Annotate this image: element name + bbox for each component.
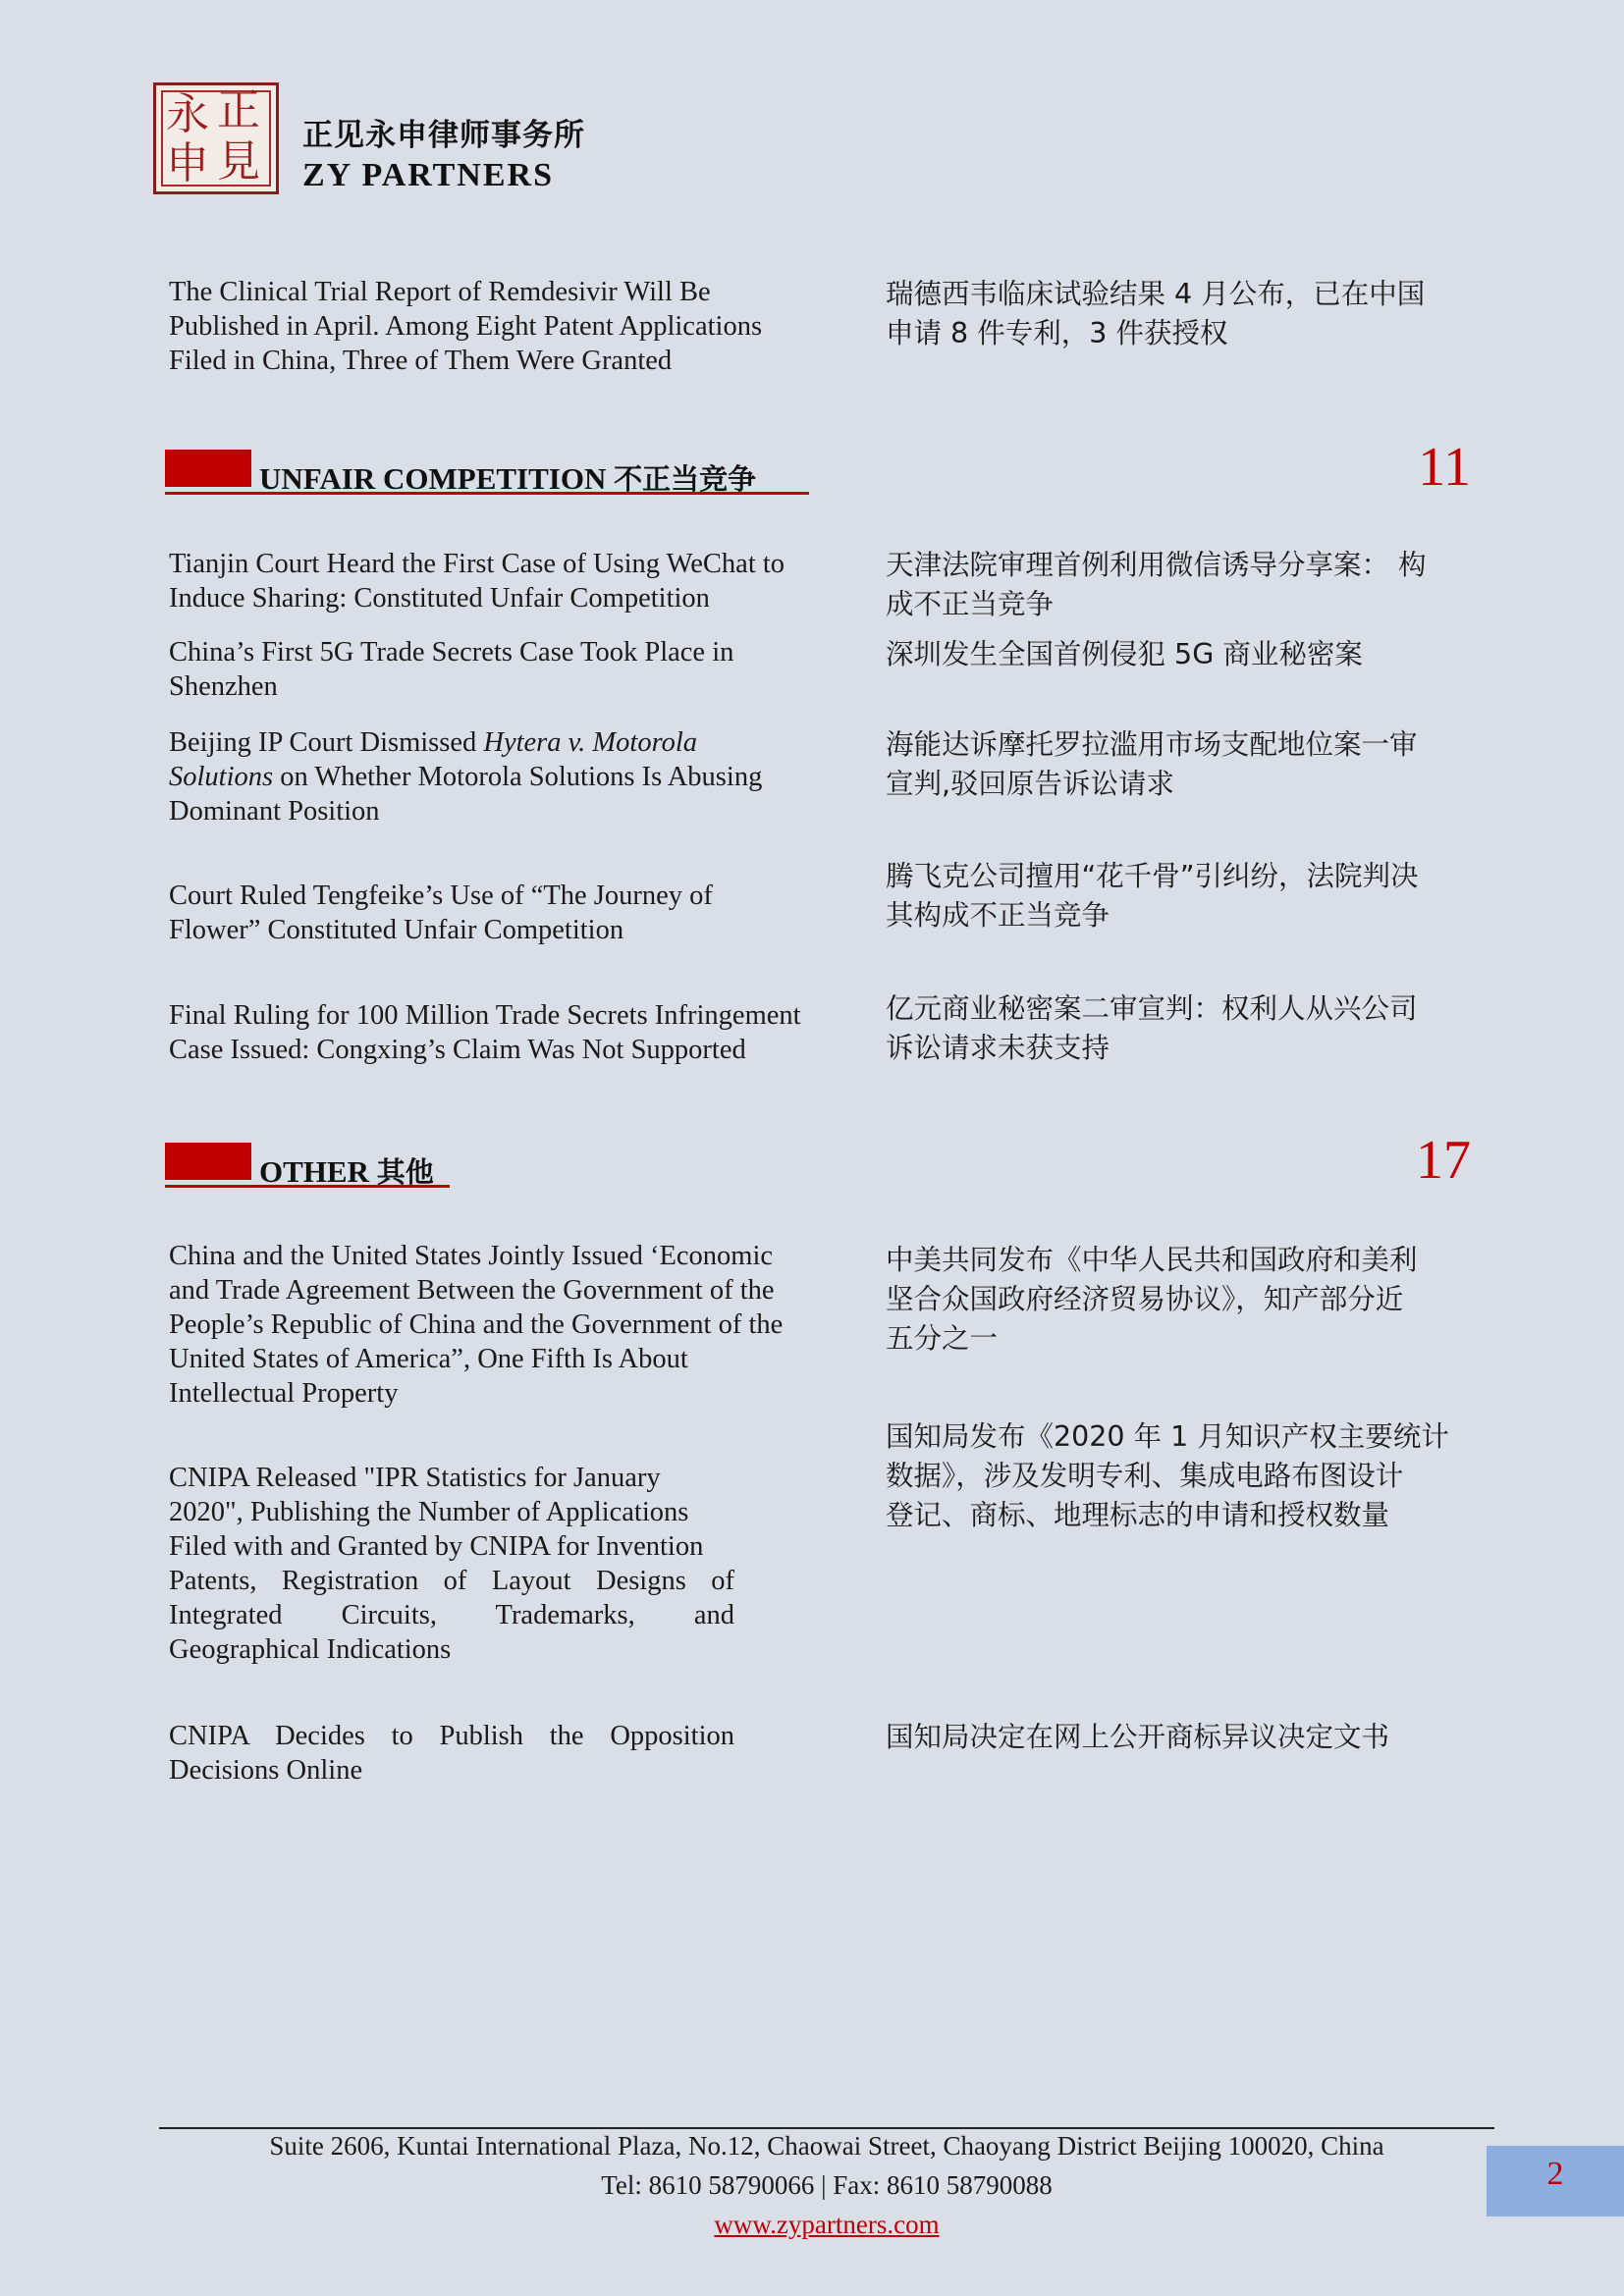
footer-contact: Tel: 8610 58790066 | Fax: 8610 58790088 — [601, 2170, 1053, 2200]
section-title-unfair-competition: UNFAIR COMPETITION 不正当竞争 — [259, 461, 757, 496]
footer-address: Suite 2606, Kuntai International Plaza, No.12, Chaowai Street, Chaoyang District Beijing 100020, China — [269, 2131, 1384, 2161]
seal-char: 申 — [166, 138, 209, 188]
section-page-number: 17 — [1416, 1130, 1471, 1191]
article-title-en[interactable]: Beijing IP Court Dismissed Hytera v. Motorola Solutions on Whether Motorola Solutions Is Abusing Dominant Position — [169, 727, 763, 827]
firm-seal-logo — [153, 82, 279, 194]
article-title-cn[interactable]: 亿元商业秘密案二审宣判：权利人从兴公司 诉讼请求未获支持 — [886, 992, 1418, 1064]
article-title-en[interactable]: CNIPA Decides to Publish the Opposition Decisions Online — [169, 1721, 734, 1786]
article-title-cn[interactable]: 中美共同发布《中华人民共和国政府和美利 坚合众国政府经济贸易协议》，知产部分近 五分之一 — [886, 1244, 1418, 1355]
seal-char: 永 — [166, 89, 209, 139]
article-title-en[interactable]: China and the United States Jointly Issued ‘Economic and Trade Agreement Between the Government of the People’s Republic of China and the Government of the United States of America”, One Fifth Is About Intellectual Property — [169, 1241, 784, 1409]
section-marker — [165, 450, 251, 487]
seal-char: 見 — [217, 136, 260, 187]
article-title-en[interactable]: CNIPA Released "IPR Statistics for January 2020", Publishing the Number of Applications Filed with and Granted by CNIPA for Invention Patents, Registration of Layout Designs of Integrated Circuits, Trademarks, and Geographical Indications — [169, 1463, 734, 1665]
article-title-cn[interactable]: 腾飞克公司擅用“花千骨”引纠纷，法院判决 其构成不正当竞争 — [886, 860, 1419, 932]
article-title-cn[interactable]: 天津法院审理首例利用微信诱导分享案： 构 成不正当竞争 — [886, 549, 1427, 620]
article-title-cn[interactable]: 深圳发生全国首例侵犯 5G 商业秘密案 — [886, 638, 1363, 670]
section-title-other: OTHER 其他 — [259, 1154, 434, 1189]
firm-name-chinese: 正见永申律师事务所 — [302, 118, 585, 153]
section-page-number: 11 — [1418, 437, 1471, 498]
article-title-en[interactable]: The Clinical Trial Report of Remdesivir Will Be Published in April. Among Eight Patent Applications Filed in China, Three of Them Were Granted — [169, 277, 763, 376]
article-title-en[interactable]: China’s First 5G Trade Secrets Case Took Place in Shenzhen — [169, 637, 734, 702]
seal-char: 正 — [217, 85, 260, 135]
article-title-cn[interactable]: 国知局决定在网上公开商标异议决定文书 — [886, 1721, 1390, 1753]
firm-name-english: ZY PARTNERS — [302, 157, 554, 193]
footer-divider — [159, 2127, 1494, 2129]
page-number: 2 — [1546, 2156, 1564, 2192]
article-title-en[interactable]: Tianjin Court Heard the First Case of Using WeChat to Induce Sharing: Constituted Unfair Competition — [169, 549, 785, 614]
article-title-en[interactable]: Final Ruling for 100 Million Trade Secrets Infringement Case Issued: Congxing’s Claim Was Not Supported — [169, 1000, 801, 1065]
footer-website-link[interactable]: www.zypartners.com — [714, 2210, 940, 2239]
article-title-en[interactable]: Court Ruled Tengfeike’s Use of “The Journey of Flower” Constituted Unfair Competition — [169, 881, 713, 945]
article-title-cn[interactable]: 海能达诉摩托罗拉滥用市场支配地位案一审 宣判,驳回原告诉讼请求 — [886, 728, 1418, 800]
article-title-cn[interactable]: 国知局发布《2020 年 1 月知识产权主要统计 数据》，涉及发明专利、集成电路布图设计 登记、商标、地理标志的申请和授权数量 — [886, 1420, 1449, 1531]
section-marker — [165, 1143, 251, 1180]
article-title-cn[interactable]: 瑞德西韦临床试验结果 4 月公布，已在中国 申请 8 件专利，3 件获授权 — [886, 278, 1426, 349]
